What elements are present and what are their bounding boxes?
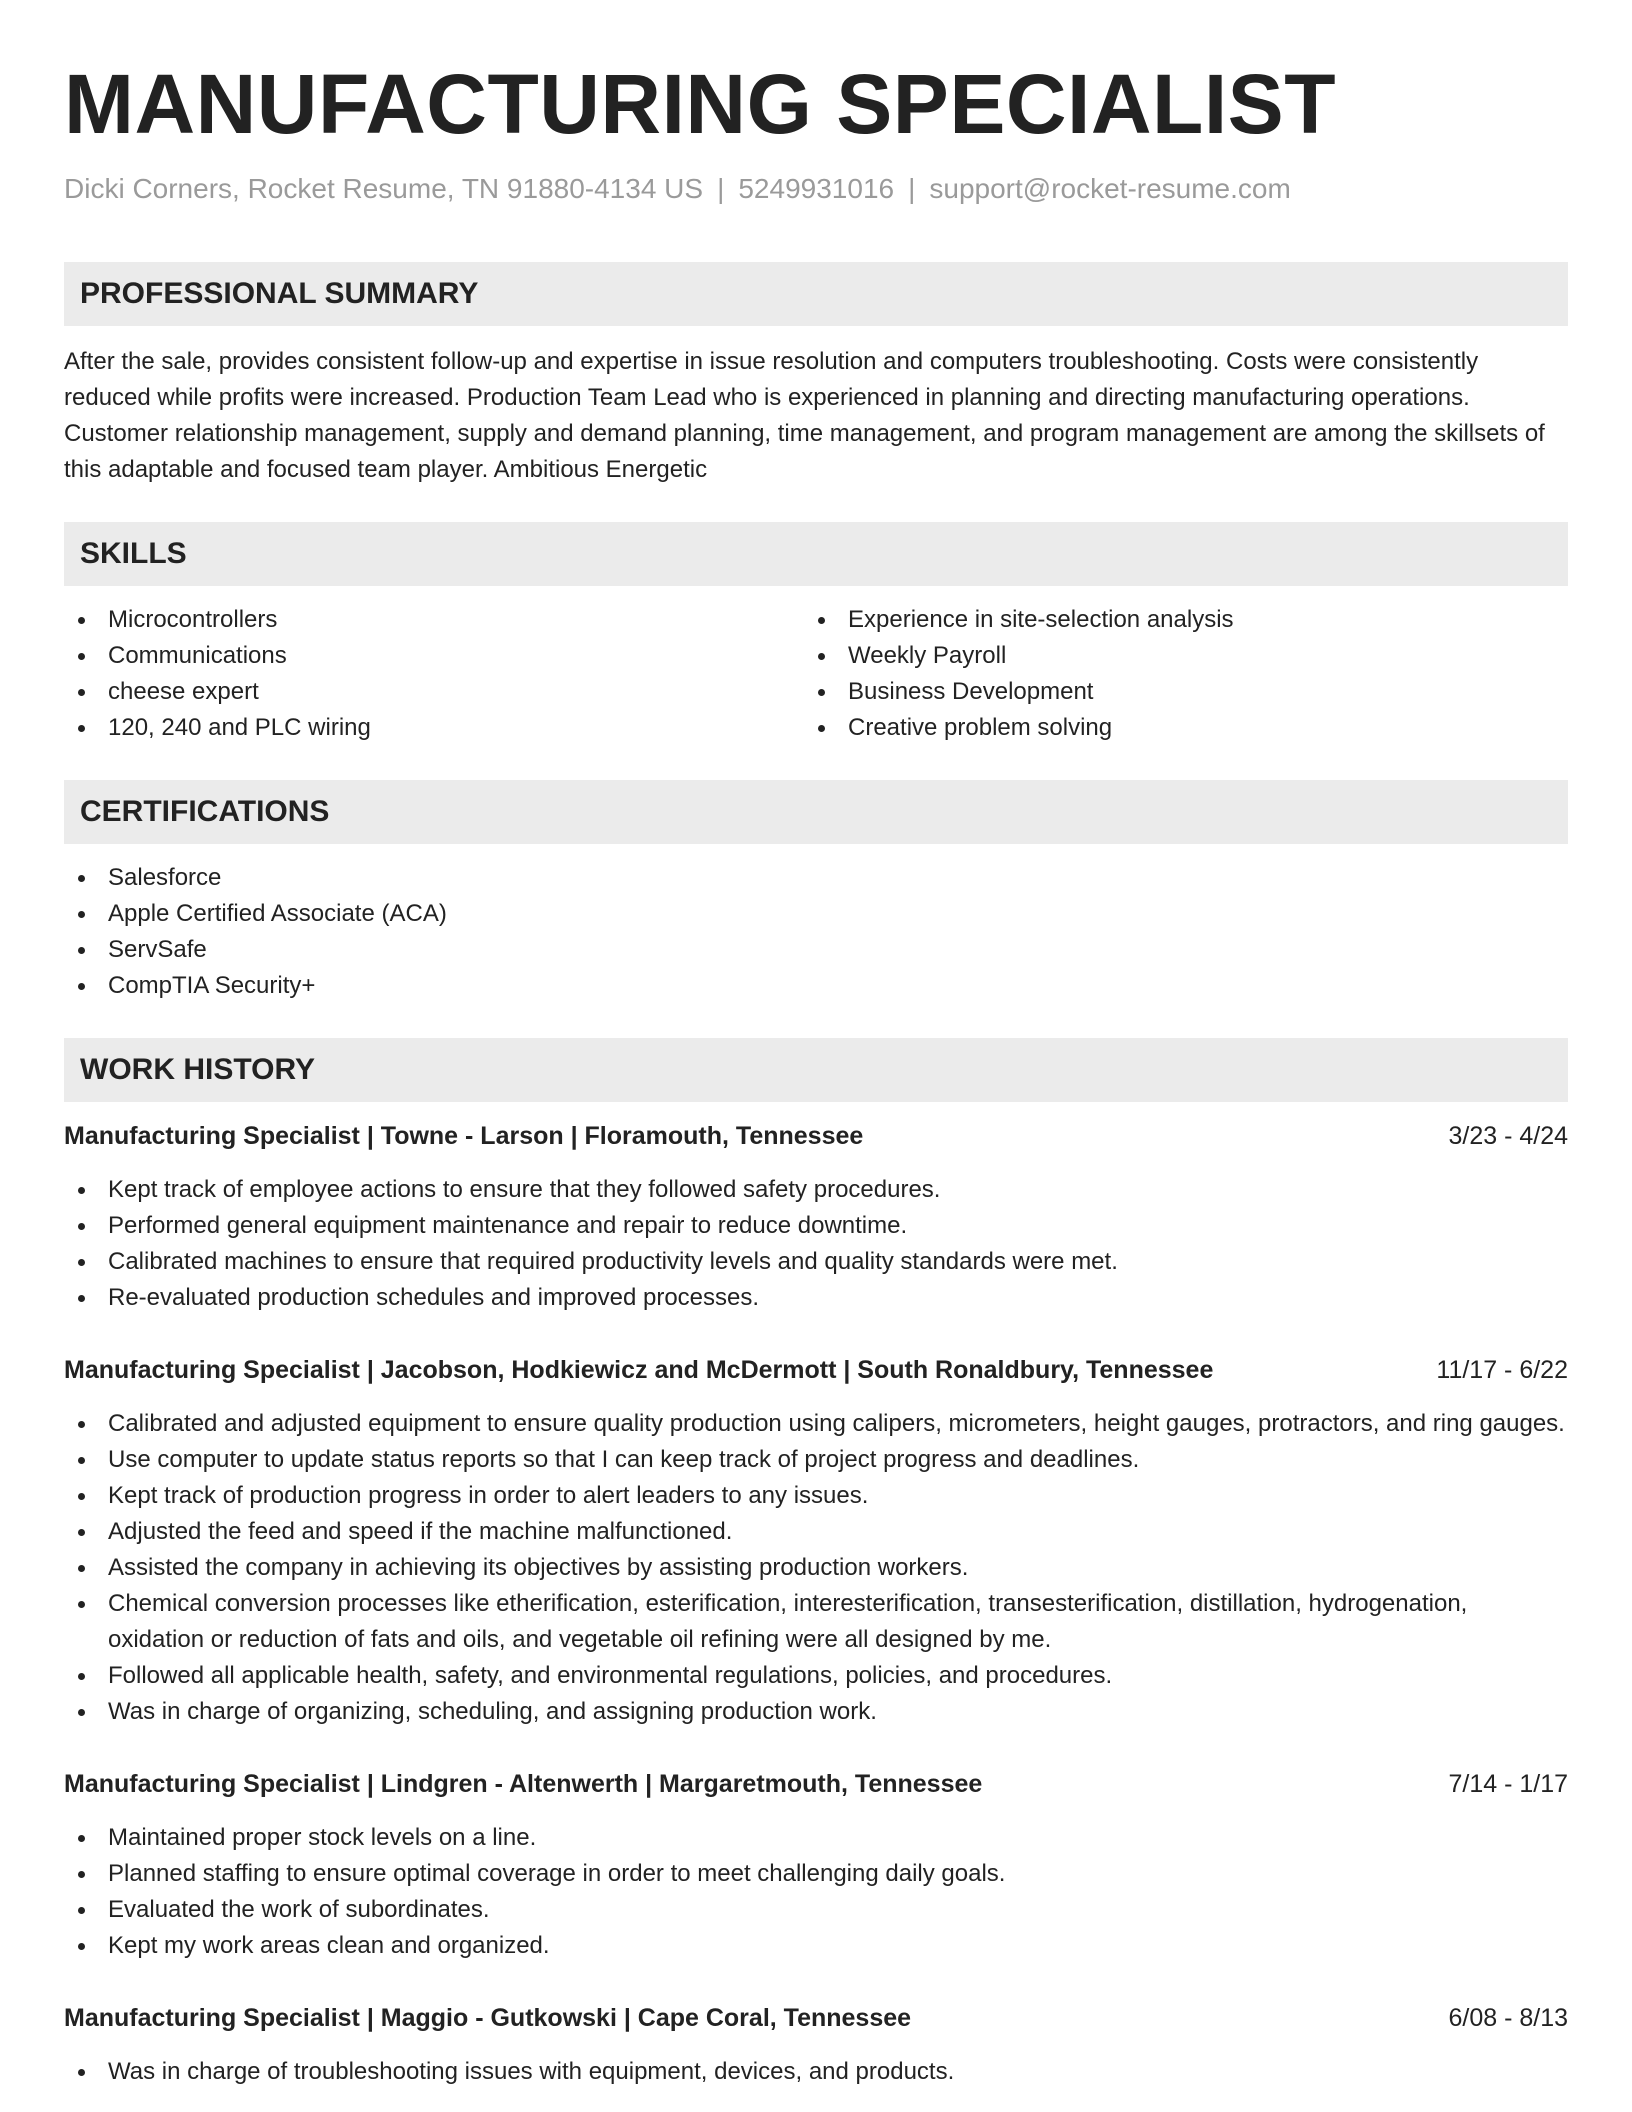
- job-bullets: [64, 2054, 1568, 2090]
- job-bullet: Kept track of production progress in order to alert leaders to any issues.: [64, 1478, 1568, 1514]
- contact-phone: 5249931016: [738, 173, 895, 204]
- skill-item: Weekly Payroll: [804, 638, 1544, 674]
- skills-column-right: [804, 602, 1544, 746]
- job-bullet: Followed all applicable health, safety, and environmental regulations, policies, and procedures.: [64, 1658, 1568, 1694]
- skill-item: Experience in site-selection analysis: [804, 602, 1544, 638]
- skills-grid: [64, 602, 1568, 746]
- job-bullet: Was in charge of organizing, scheduling, and assigning production work.: [64, 1694, 1568, 1730]
- job-header: [64, 1118, 1568, 1154]
- job-bullets: [64, 1820, 1568, 1964]
- job-entry: [64, 1118, 1568, 1316]
- certification-item: CompTIA Security+: [64, 968, 1568, 1004]
- job-bullet: Chemical conversion processes like etherification, esterification, interesterification, transesterification, distillation, hydrogenation, oxidation or reduction of fats and oils, and vegetable oil refining were all designed by me.: [64, 1586, 1568, 1658]
- job-entry: [64, 1766, 1568, 1964]
- contact-line: [64, 172, 1568, 206]
- section-header-work-history: WORK HISTORY: [64, 1038, 1568, 1102]
- contact-separator: |: [717, 173, 725, 204]
- skill-item: Communications: [64, 638, 804, 674]
- resume-name: MANUFACTURING SPECIALIST: [64, 57, 1336, 151]
- certification-item: Salesforce: [64, 860, 1568, 896]
- job-bullet: Kept my work areas clean and organized.: [64, 1928, 1568, 1964]
- skills-column-left: [64, 602, 804, 746]
- job-bullet: Kept track of employee actions to ensure that they followed safety procedures.: [64, 1172, 1568, 1208]
- job-dates: 11/17 - 6/22: [1436, 1356, 1568, 1384]
- job-title: Manufacturing Specialist | Maggio - Gutkowski | Cape Coral, Tennessee: [64, 2004, 912, 2032]
- job-bullets: [64, 1172, 1568, 1316]
- job-dates: 3/23 - 4/24: [1448, 1122, 1568, 1150]
- job-header: [64, 1766, 1568, 1802]
- job-entry: [64, 2000, 1568, 2090]
- skill-item: Creative problem solving: [804, 710, 1544, 746]
- skill-item: 120, 240 and PLC wiring: [64, 710, 804, 746]
- job-header: [64, 2000, 1568, 2036]
- job-title: Manufacturing Specialist | Lindgren - Altenwerth | Margaretmouth, Tennessee: [64, 1770, 983, 1798]
- job-bullet: Adjusted the feed and speed if the machine malfunctioned.: [64, 1514, 1568, 1550]
- job-bullet: Was in charge of troubleshooting issues with equipment, devices, and products.: [64, 2054, 1568, 2090]
- section-header-skills: SKILLS: [64, 522, 1568, 586]
- skill-item: cheese expert: [64, 674, 804, 710]
- skill-item: Business Development: [804, 674, 1544, 710]
- job-bullet: Re-evaluated production schedules and improved processes.: [64, 1280, 1568, 1316]
- job-bullet: Evaluated the work of subordinates.: [64, 1892, 1568, 1928]
- certifications-list: [64, 860, 1568, 1004]
- job-bullet: Assisted the company in achieving its objectives by assisting production workers.: [64, 1550, 1568, 1586]
- job-bullets: [64, 1406, 1568, 1730]
- job-header: [64, 1352, 1568, 1388]
- certification-item: ServSafe: [64, 932, 1568, 968]
- contact-separator: |: [908, 173, 916, 204]
- job-dates: 7/14 - 1/17: [1448, 1770, 1568, 1798]
- section-header-summary: PROFESSIONAL SUMMARY: [64, 262, 1568, 326]
- contact-address: Dicki Corners, Rocket Resume, TN 91880-4134 US: [64, 173, 704, 204]
- contact-email: support@rocket-resume.com: [929, 173, 1291, 204]
- section-header-certifications: CERTIFICATIONS: [64, 780, 1568, 844]
- summary-text: After the sale, provides consistent follow-up and expertise in issue resolution and computers troubleshooting. Costs were consistently reduced while profits were increased. Production Team Lead who is experienced in planning and directing manufacturing operations. Customer relationship management, supply and demand planning, time management, and program management are among the skillsets of this adaptable and focused team player. Ambitious Energetic: [64, 348, 1545, 483]
- job-bullet: Performed general equipment maintenance and repair to reduce downtime.: [64, 1208, 1568, 1244]
- job-entry: [64, 1352, 1568, 1730]
- job-bullet: Planned staffing to ensure optimal coverage in order to meet challenging daily goals.: [64, 1856, 1568, 1892]
- job-bullet: Calibrated machines to ensure that required productivity levels and quality standards were met.: [64, 1244, 1568, 1280]
- job-bullet: Maintained proper stock levels on a line.: [64, 1820, 1568, 1856]
- job-bullet: Use computer to update status reports so that I can keep track of project progress and deadlines.: [64, 1442, 1568, 1478]
- job-bullet: Calibrated and adjusted equipment to ensure quality production using calipers, micrometers, height gauges, protractors, and ring gauges.: [64, 1406, 1568, 1442]
- certification-item: Apple Certified Associate (ACA): [64, 896, 1568, 932]
- skill-item: Microcontrollers: [64, 602, 804, 638]
- job-dates: 6/08 - 8/13: [1448, 2004, 1568, 2032]
- job-title: Manufacturing Specialist | Towne - Larson | Floramouth, Tennessee: [64, 1122, 864, 1150]
- job-title: Manufacturing Specialist | Jacobson, Hodkiewicz and McDermott | South Ronaldbury, Tennessee: [64, 1356, 1214, 1384]
